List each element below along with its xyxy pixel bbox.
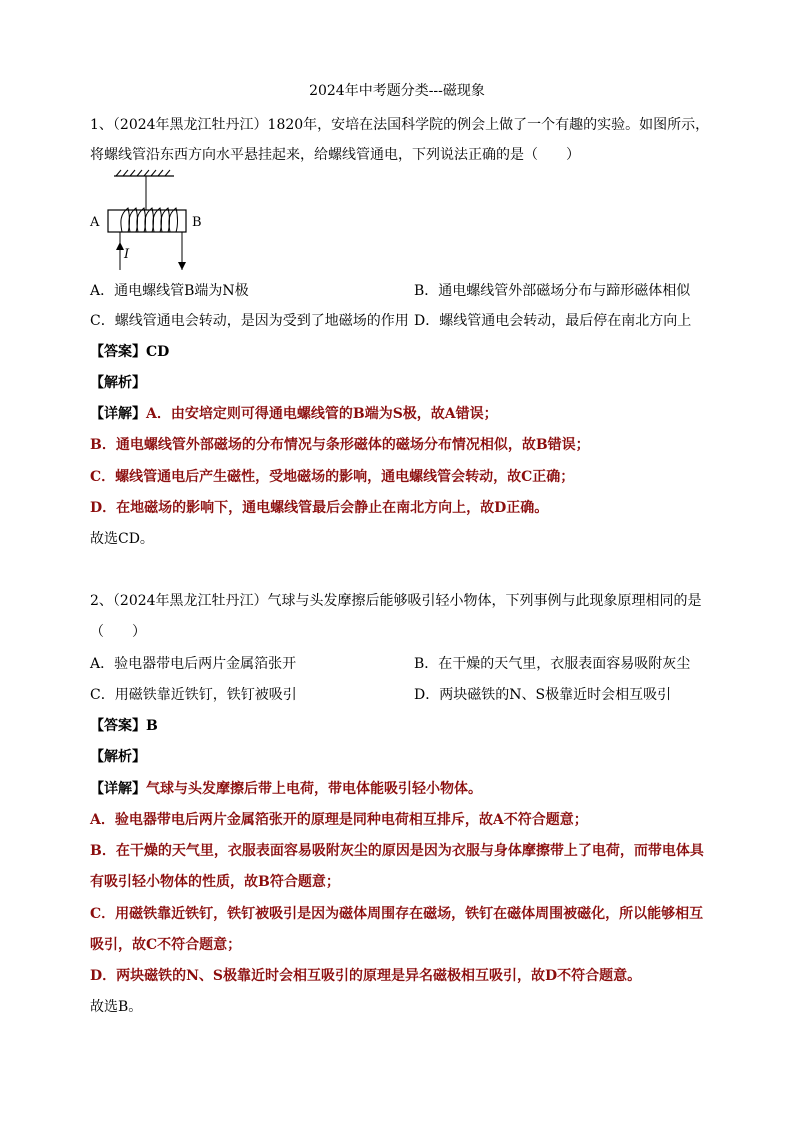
q2-detail-line-3: 有吸引轻小物体的性质，故B符合题意； xyxy=(90,874,340,890)
q2-option-c: C．用磁铁靠近铁钉，铁钉被吸引 xyxy=(90,687,297,703)
q1-stem-line-2: 将螺线管沿东西方向水平悬挂起来，给螺线管通电，下列说法正确的是（ ） xyxy=(90,147,580,163)
q2-option-b: B．在干燥的天气里，衣服表面容易吸附灰尘 xyxy=(414,656,691,672)
q2-detail-tag: 【详解】 xyxy=(90,781,146,797)
q2-option-a: A．验电器带电后两片金属箔张开 xyxy=(90,656,297,672)
q1-analysis-tag: 【解析】 xyxy=(90,375,146,391)
q2-analysis-tag: 【解析】 xyxy=(90,749,146,765)
q2-answer xyxy=(90,717,710,735)
q2-detail-line-1: A．验电器带电后两片金属箔张开的原理是同种电荷相互排斥，故A不符合题意； xyxy=(90,812,588,828)
q2-option-d: D．两块磁铁的N、S极靠近时会相互吸引 xyxy=(414,687,672,703)
figure-label-a: A xyxy=(90,215,100,230)
q1-option-b: B．通电螺线管外部磁场分布与蹄形磁体相似 xyxy=(414,283,691,299)
figure-label-i: I xyxy=(124,247,130,262)
q2-stem-line-1: 2、（2024年黑龙江牡丹江）气球与头发摩擦后能够吸引轻小物体，下列事例与此现象原理相同的是 xyxy=(90,593,702,609)
q1-detail-line-2: B．通电螺线管外部磁场的分布情况与条形磁体的磁场分布情况相似，故B错误； xyxy=(90,437,590,453)
q2-detail-line-5: 吸引，故C不符合题意； xyxy=(90,937,242,953)
q2-conclusion: 故选B。 xyxy=(90,999,143,1015)
q1-stem-line-1: 1、（2024年黑龙江牡丹江）1820年，安培在法国科学院的例会上做了一个有趣的实验。如图所示， xyxy=(90,117,710,133)
document-title: 2024年中考题分类---磁现象 xyxy=(309,83,485,99)
q2-answer-value: B xyxy=(146,718,158,734)
q1-detail-tag: 【详解】 xyxy=(90,406,146,422)
q2-detail-line-4: C．用磁铁靠近铁钉，铁钉被吸引是因为磁体周围存在磁场，铁钉在磁体周围被磁化，所以能够相互 xyxy=(90,906,704,922)
q1-answer-tag: 【答案】 xyxy=(90,344,146,360)
q2-answer-tag: 【答案】 xyxy=(90,718,146,734)
q1-detail-line-1: 【详解】A．由安培定则可得通电螺线管的B端为S极，故A错误； xyxy=(90,406,498,422)
q1-option-a: A．通电螺线管B端为N极 xyxy=(90,283,249,299)
q2-detail-intro: 【详解】气球与头发摩擦后带上电荷，带电体能吸引轻小物体。 xyxy=(90,781,482,797)
q1-detail-line-4: D．在地磁场的影响下，通电螺线管最后会静止在南北方向上，故D正确。 xyxy=(90,500,549,516)
q1-option-c: C．螺线管通电会转动，是因为受到了地磁场的作用 xyxy=(90,313,409,329)
q1-option-d: D．螺线管通电会转动，最后停在南北方向上 xyxy=(414,313,692,329)
q1-conclusion: 故选CD。 xyxy=(90,531,154,547)
q1-answer xyxy=(90,343,710,361)
figure-label-b: B xyxy=(192,215,202,230)
q1-answer-value: CD xyxy=(146,344,170,360)
q2-detail-line-6: D．两块磁铁的N、S极靠近时会相互吸引的原理是异名磁极相互吸引，故D不符合题意。 xyxy=(90,968,642,984)
q2-detail-line-2: B．在干燥的天气里，衣服表面容易吸附灰尘的原因是因为衣服与身体摩擦带上了电荷，而带电体具 xyxy=(90,843,704,859)
q1-detail-line-3: C．螺线管通电后产生磁性，受地磁场的影响，通电螺线管会转动，故C正确； xyxy=(90,469,575,485)
solenoid-figure xyxy=(86,166,216,276)
q2-stem-line-2: （ ） xyxy=(90,624,146,640)
